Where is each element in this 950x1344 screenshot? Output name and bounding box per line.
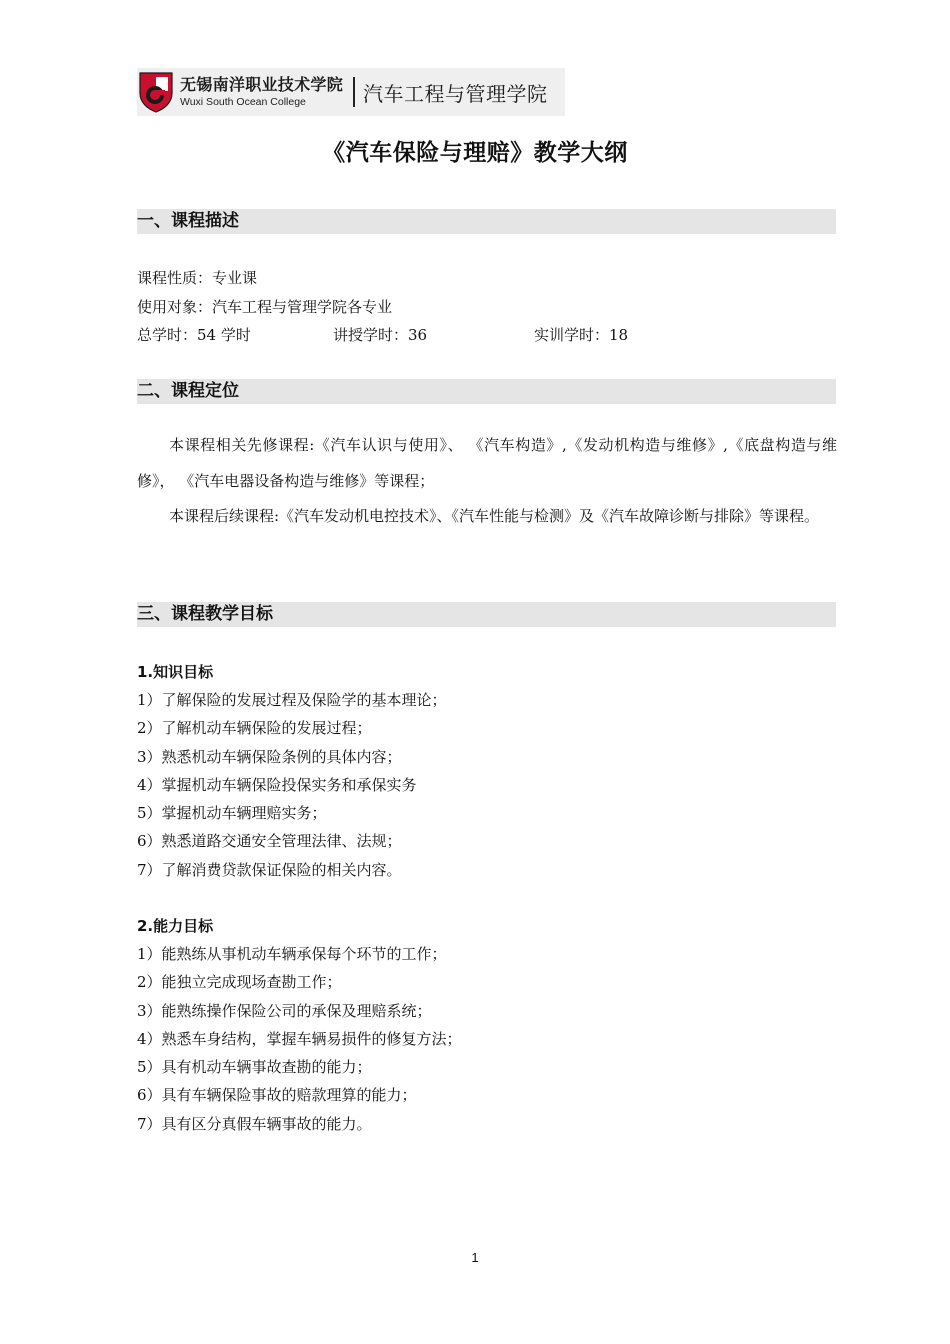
lecture-hours-value: 36 [408, 326, 428, 344]
list-item: 5）掌握机动车辆理赔实务； [137, 804, 327, 823]
list-item: 5）具有机动车辆事故查勘的能力； [137, 1058, 372, 1077]
school-name: 汽车工程与管理学院 [363, 81, 548, 106]
college-logo-icon [138, 71, 174, 113]
list-item: 3）能熟练操作保险公司的承保及理赔系统； [137, 1001, 432, 1020]
section-heading-teaching-objectives: 三、课程教学目标 [137, 602, 836, 627]
document-title: 《汽车保险与理赔》教学大纲 [322, 140, 628, 166]
list-item: 2）能独立完成现场查勘工作； [137, 973, 342, 992]
list-item: 4）掌握机动车辆保险投保实务和承保实务 [137, 775, 417, 794]
ability-objectives-heading: 2.能力目标 [137, 917, 214, 935]
list-item: 3）熟悉机动车辆保险条例的具体内容； [137, 747, 402, 766]
list-item: 7）了解消费贷款保证保险的相关内容。 [137, 860, 402, 879]
knowledge-objectives-heading: 1.知识目标 [137, 663, 214, 681]
practice-hours-label: 实训学时： [534, 326, 610, 344]
course-nature-label: 课程性质： [137, 269, 213, 287]
followup-paragraph: 本课程后续课程:《汽车发动机电控技术》、《汽车性能与检测》及《汽车故障诊断与排除》等课程。 [169, 507, 820, 525]
section-heading-course-positioning: 二、课程定位 [137, 379, 836, 404]
practice-hours-line [534, 325, 628, 345]
college-name-block [180, 75, 343, 109]
target-audience-line [137, 297, 392, 317]
total-hours-label: 总学时： [137, 326, 198, 344]
list-item: 6）熟悉道路交通安全管理法律、法规； [137, 832, 402, 851]
total-hours-line [137, 325, 251, 345]
knowledge-objectives-list [137, 686, 447, 884]
practice-hours-value: 18 [609, 326, 629, 344]
header-divider [353, 77, 355, 107]
course-nature-value: 专业课 [212, 269, 258, 287]
prerequisite-paragraph: 本课程相关先修课程:《汽车认识与使用》、 《汽车构造》,《发动机构造与维修》,《底盘构造与维修》， 《汽车电器设备构造与维修》等课程； [137, 436, 837, 490]
lecture-hours-label: 讲授学时： [333, 326, 409, 344]
list-item: 2）了解机动车辆保险的发展过程； [137, 719, 372, 738]
section-heading-course-description: 一、课程描述 [137, 209, 836, 234]
list-item: 1）了解保险的发展过程及保险学的基本理论； [137, 691, 447, 709]
college-name-en: Wuxi South Ocean College [180, 96, 306, 108]
lecture-hours-line [333, 325, 427, 345]
ability-objectives-list [137, 940, 462, 1138]
target-audience-label: 使用对象： [137, 298, 213, 316]
page-number: 1 [471, 1250, 479, 1265]
college-name-cn: 无锡南洋职业技术学院 [180, 75, 344, 94]
list-item: 4）熟悉车身结构，掌握车辆易损件的修复方法； [137, 1029, 462, 1048]
list-item: 7）具有区分真假车辆事故的能力。 [137, 1114, 372, 1133]
target-audience-value: 汽车工程与管理学院各专业 [212, 298, 393, 316]
header-banner [137, 68, 565, 116]
list-item: 6）具有车辆保险事故的赔款理算的能力； [137, 1086, 417, 1105]
list-item: 1）能熟练从事机动车辆承保每个环节的工作； [137, 945, 447, 963]
course-nature-line [137, 268, 257, 288]
total-hours-value: 54 学时 [197, 326, 251, 344]
